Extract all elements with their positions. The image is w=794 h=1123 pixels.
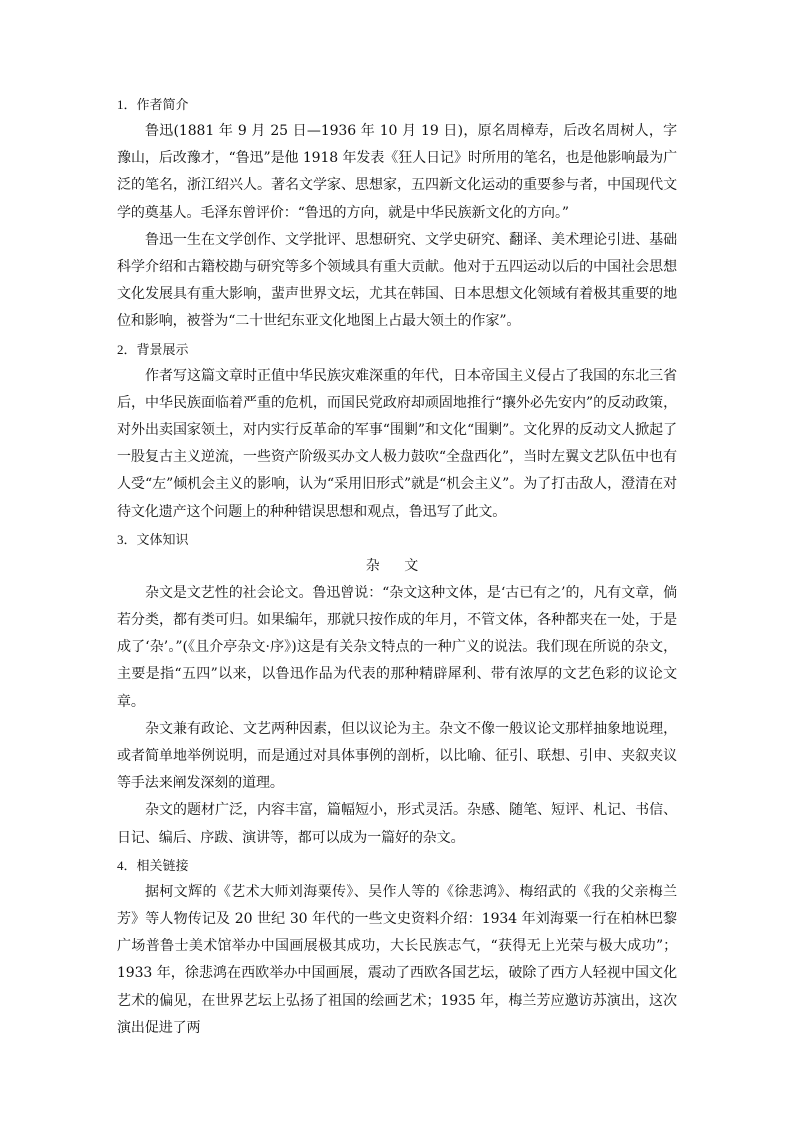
paragraph-author-contribution: 鲁迅一生在文学创作、文学批评、思想研究、文学史研究、翻译、美术理论引进、基础科学介绍和古籍校勘与研究等多个领域具有重大贡献。他对于五四运动以后的中国社会思想文化发展具有重大影响，蜚声世界文坛，尤其在韩国、日本思想文化领域有着极其重要的地位和影响，被誉为“二十世纪东亚文化地图上占最大领土的作家”。 (117, 231, 677, 330)
section-heading-author: 1．作者简介 (117, 97, 189, 112)
section-heading-links: 4．相关链接 (117, 857, 189, 873)
paragraph-genre-forms: 杂文的题材广泛，内容丰富，篇幅短小，形式灵活。杂感、随笔、短评、札记、书信、日记、编后、序跋、演讲等，都可以成为一篇好的杂文。 (117, 802, 677, 846)
paragraph-author-bio: 鲁迅(1881 年 9 月 25 日—1936 年 10 月 19 日)，原名周樟寿，后改名周树人，字豫山，后改豫才，“鲁迅”是他 1918 年发表《狂人日记》时所用的笔名，也是他影响最为广泛的笔名，浙江绍兴人。著名文学家、思想家，五四新文化运动的重要参与者，中国现代文学的奠基人。毛泽东曾评价：“鲁迅的方向，就是中华民族新文化的方向。” (117, 123, 677, 221)
paragraph-background: 作者写这篇文章时正值中华民族灾难深重的年代，日本帝国主义侵占了我国的东北三省后，中华民族面临着严重的危机，而国民党政府却顽固地推行“攘外必先安内”的反动政策，对外出卖国家领土，对内实行反革命的军事“围剿”和文化“围剿”。文化界的反动文人掀起了一股复古主义逆流，一些资产阶级买办文人极力鼓吹“全盘西化”，当时左翼文艺队伍中也有人受“左”倾机会主义的影响，认为“采用旧形式”就是“机会主义”。为了打击敌人，澄清在对待文化遗产这个问题上的种种错误思想和观点，鲁迅写了此文。 (117, 367, 677, 520)
document-body (117, 91, 677, 1042)
genre-subtitle: 杂 文 (365, 557, 429, 574)
section-heading-background: 2．背景展示 (117, 341, 189, 357)
paragraph-genre-features: 杂文兼有政论、文艺两种因素，但以议论为主。杂文不像一般议论文那样抽象地说理，或者简单地举例说明，而是通过对具体事例的剖析，以比喻、征引、联想、引申、夹叙夹议等手法来阐发深刻的道理。 (117, 720, 677, 792)
paragraph-genre-definition: 杂文是文艺性的社会论文。鲁迅曾说：“杂文这种文体，是‘古已有之’的，凡有文章，倘若分类，都有类可归。如果编年，那就只按作成的年月，不管文体，各种都夹在一处，于是成了‘杂’。”(《且介亭杂文·序》)这是有关杂文特点的一种广义的说法。我们现在所说的杂文，主要是指“五四”以来，以鲁迅作品为代表的那种精辟犀利、带有浓厚的文艺色彩的议论文章。 (117, 584, 677, 710)
paragraph-related-links: 据柯文辉的《艺术大师刘海粟传》、吴作人等的《徐悲鸿》、梅绍武的《我的父亲梅兰芳》等人物传记及 20 世纪 30 年代的一些文史资料介绍：1934 年刘海粟一行在柏林巴黎广场普鲁士美术馆举办中国画展极其成功，大长民族志气，“获得无上光荣与极大成功”；1933 年，徐悲鸿在西欧举办中国画展，震动了西欧各国艺坛，破除了西方人轻视中国文化艺术的偏见，在世界艺坛上弘扬了祖国的绘画艺术；1935 年，梅兰芳应邀访苏演出，这次演出促进了两 (117, 883, 677, 1036)
section-heading-genre: 3．文体知识 (117, 531, 189, 547)
